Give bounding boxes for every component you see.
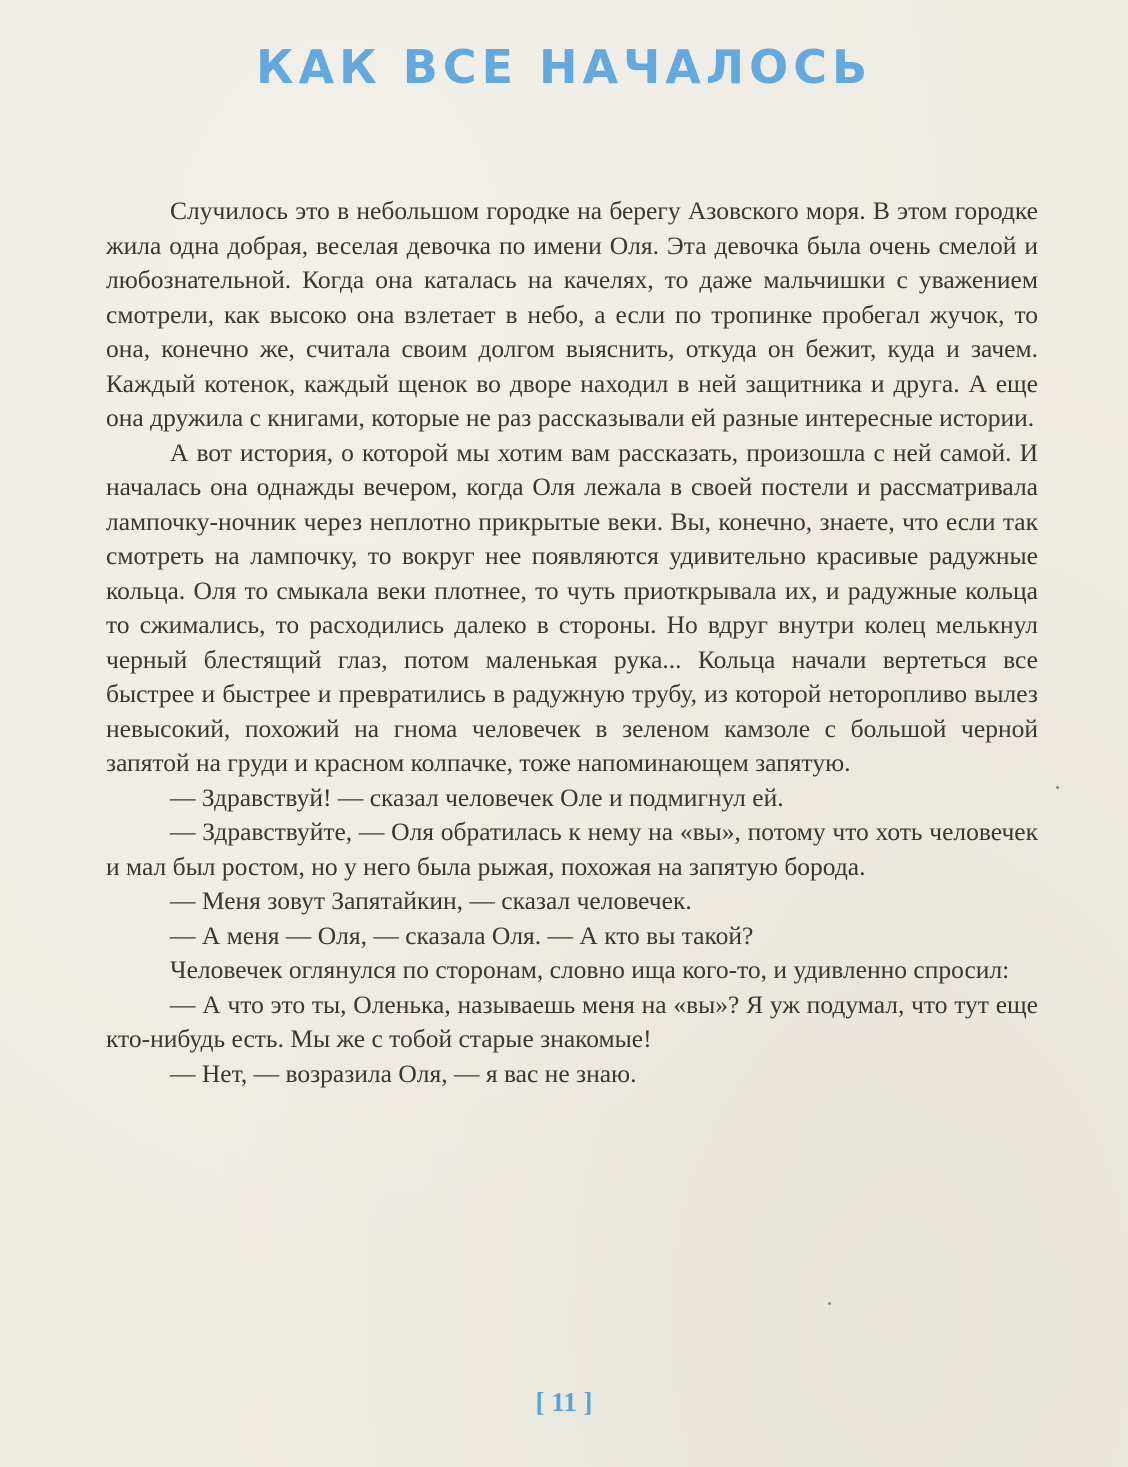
- narration-line: Человечек оглянулся по сторонам, словно ища кого-то, и удивленно спросил:: [170, 955, 1010, 984]
- page-number: [ 11 ]: [535, 1387, 593, 1417]
- dialogue-line-4: — А меня — Оля, — сказала Оля. — А кто вы такой?: [170, 920, 754, 950]
- dialogue-line-3: — Меня зовут Запятайкин, — сказал человечек.: [170, 886, 692, 915]
- paragraph-2: А вот история, о которой мы хотим вам рассказать, произошла с ней самой. И началась она однажды вечером, когда Оля лежала в своей постели и рассматривала лампочку-ночник через неплотно прикрытые веки. Вы, конечно, знаете, что если так смотреть на лампочку, то вокруг нее появляются удивительно красивые радужные кольца. Оля то смыкала веки плотнее, то чуть приоткрывала их, и радужные кольца то сжимались, то расходились далеко в стороны. Но вдруг внутри колец мелькнул черный блестящий глаз, потом маленькая рука... Кольца начали вертеться все быстрее и быстрее и превратились в радужную трубу, из которой неторопливо вылез невысокий, похожий на гнома человечек в зеленом камзоле с большой черной запятой на груди и красном колпачке, тоже напоминающем запятую.: [106, 437, 1038, 777]
- paper-speck: [828, 1302, 831, 1305]
- paragraph-1: Случилось это в небольшом городке на берегу Азовского моря. В этом городке жила одна добрая, веселая девочка по имени Оля. Эта девочка была очень смелой и любознательной. Когда она каталась на качелях, то даже мальчишки с уважением смотрели, как высоко она взлетает в небо, а если по тропинке пробегал жучок, то она, конечно же, считала своим долгом выяснить, откуда он бежит, куда и зачем. Каждый котенок, каждый щенок во дворе находил в ней защитника и друга. А еще она дружила с книгами, которые не раз рассказывали ей разные интересные истории.: [106, 196, 1038, 432]
- chapter-title: КАК ВСЕ НАЧАЛОСЬ: [255, 40, 873, 94]
- dialogue-line-2: — Здравствуйте, — Оля обратилась к нему на «вы», потому что хоть человечек и мал был ростом, но у него была рыжая, похожая на запятую борода.: [106, 817, 1038, 881]
- dialogue-line-6: — Нет, — возразила Оля, — я вас не знаю.: [170, 1058, 637, 1088]
- dialogue-line-5: — А что это ты, Оленька, называешь меня на «вы»? Я уж подумал, что тут еще кто-нибудь есть. Мы же с тобой старые знакомые!: [106, 989, 1038, 1053]
- dialogue-line-1: — Здравствуй! — сказал человечек Оле и подмигнул ей.: [170, 782, 784, 812]
- chapter-body: [106, 194, 1038, 1091]
- paper-speck: [1056, 786, 1059, 789]
